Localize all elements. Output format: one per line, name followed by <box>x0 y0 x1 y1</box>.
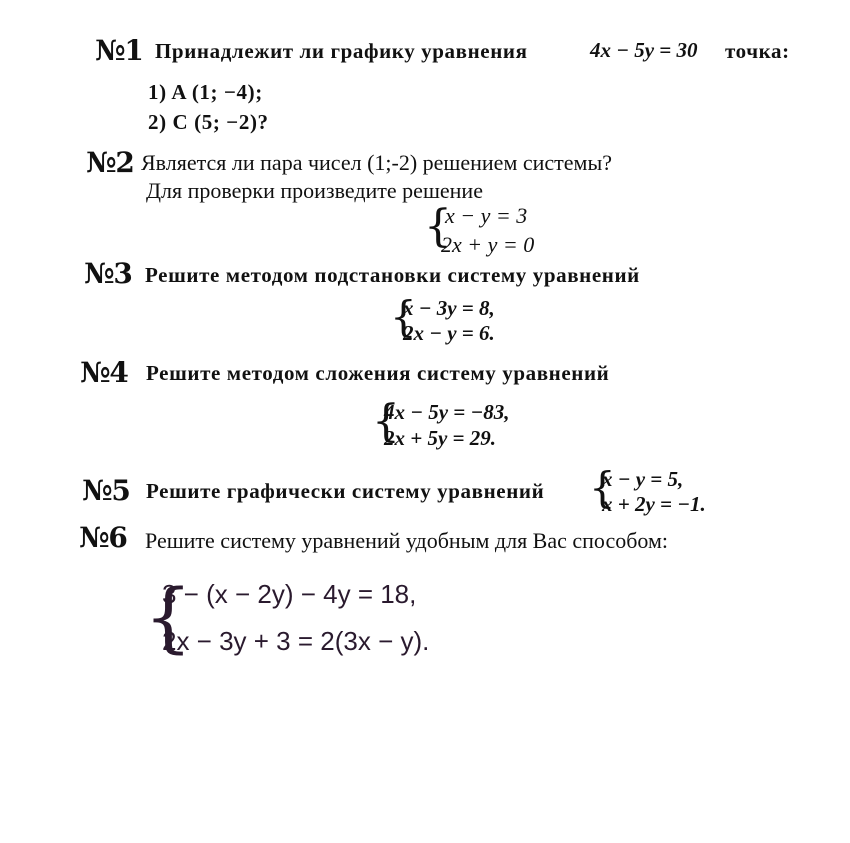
task-4-system-brace: { <box>372 396 400 447</box>
task-2-system-brace: { <box>424 201 452 252</box>
task-5-number: №5 <box>82 474 130 507</box>
task-6-number: №6 <box>79 521 127 554</box>
task-1-equation: 4x − 5y = 30 <box>590 38 698 62</box>
task-6-text: Решите систему уравнений удобным для Вас способом: <box>145 528 669 553</box>
task-1-point-a: 1) A (1; −4); <box>148 80 263 104</box>
task-4-number: №4 <box>80 356 128 389</box>
task-1-point-c: 2) C (5; −2)? <box>148 110 269 134</box>
task-6-eq-2: 2x − 3y + 3 = 2(3x − y). <box>162 626 430 656</box>
task-4-eq-2: 2x + 5y = 29. <box>384 426 497 450</box>
task-4-text: Решите методом сложения систему уравнений <box>146 361 610 385</box>
task-6-system-brace: { <box>144 572 193 661</box>
task-2-line-1: Является ли пара чисел (1;-2) решением системы? <box>141 150 613 175</box>
task-4-eq-1: 4x − 5y = −83, <box>384 400 510 424</box>
task-5-system-brace: { <box>589 463 616 512</box>
task-2-line-2: Для проверки произведите решение <box>146 178 483 203</box>
task-5-eq-2: x + 2y = −1. <box>602 492 706 516</box>
task-6-eq-1: 3 − (x − 2y) − 4y = 18, <box>162 579 417 609</box>
task-1-number: №1 <box>95 34 143 67</box>
task-3-text: Решите методом подстановки систему уравнений <box>145 263 640 287</box>
task-5-eq-1: x − y = 5, <box>602 467 684 491</box>
task-1-text: Принадлежит ли графику уравнения <box>155 39 528 63</box>
task-3-eq-1: x − 3y = 8, <box>403 296 495 320</box>
task-1-text-after: точка: <box>725 39 790 63</box>
task-2-number: №2 <box>86 146 134 179</box>
task-2-eq-2: 2x + y = 0 <box>441 232 535 257</box>
task-3-eq-2: 2x − y = 6. <box>403 321 495 345</box>
task-3-number: №3 <box>84 257 132 290</box>
task-5-text: Решите графически систему уравнений <box>146 479 545 503</box>
task-2-eq-1: x − y = 3 <box>445 203 528 228</box>
task-3-system-brace: { <box>390 292 417 341</box>
